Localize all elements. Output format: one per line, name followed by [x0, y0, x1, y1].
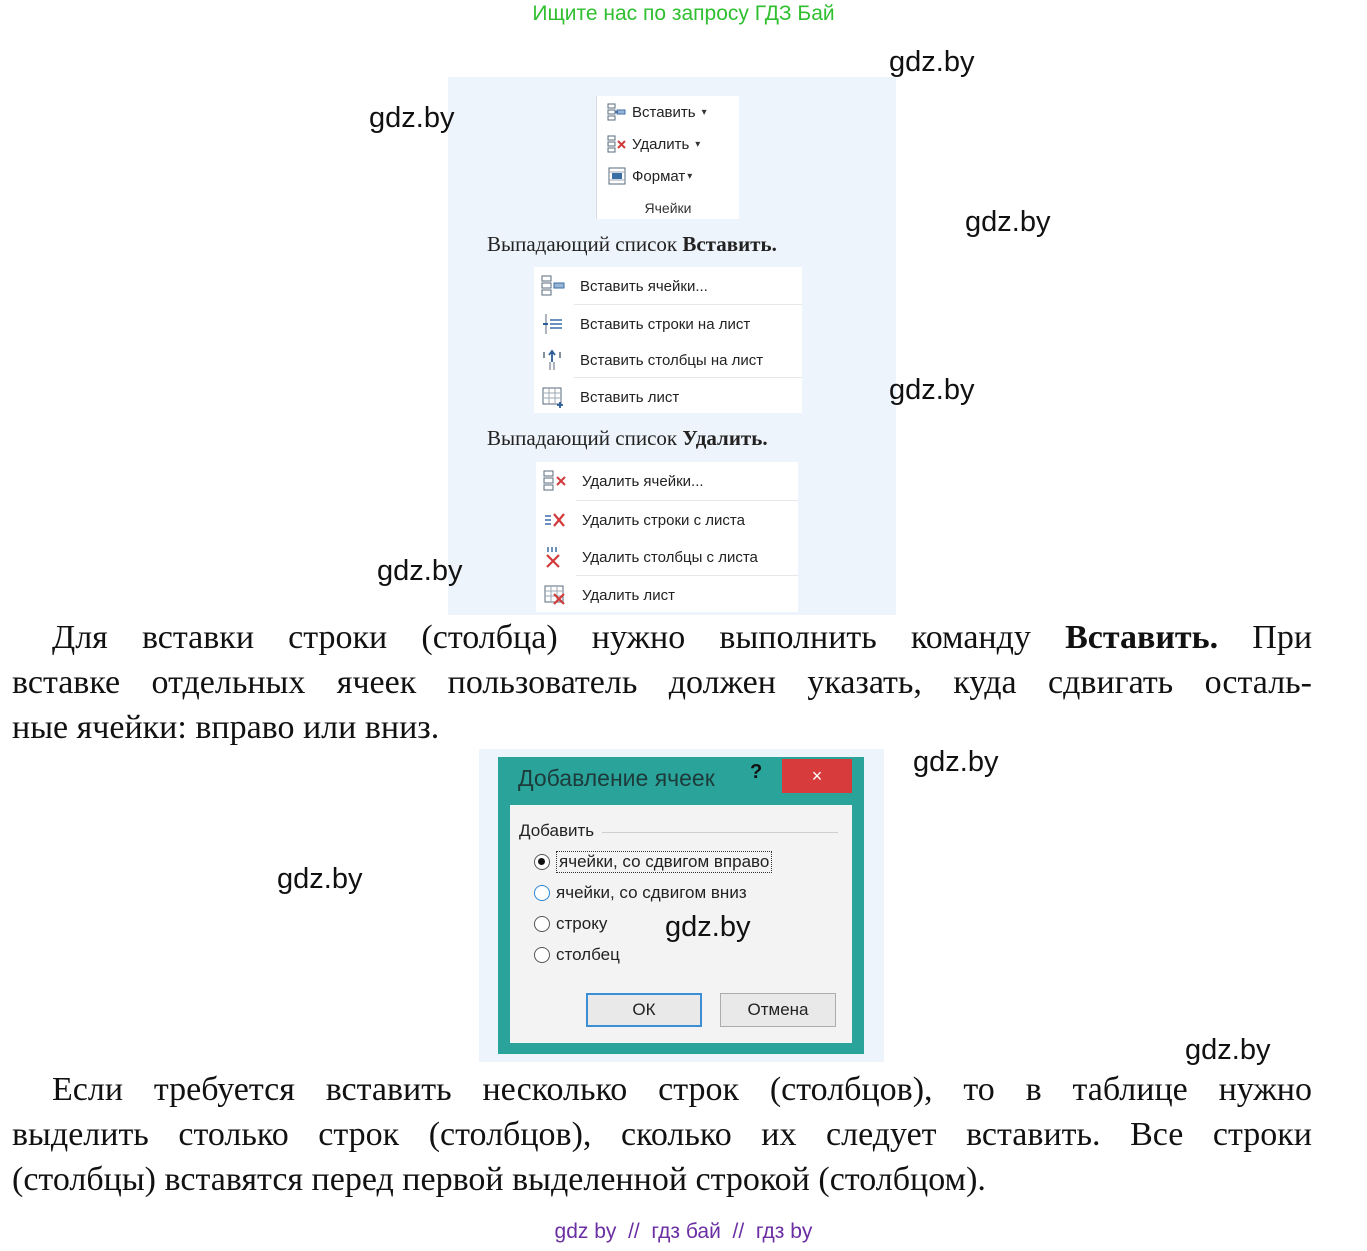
paragraph-line: вставке отдельных ячеек пользователь должен указать, куда сдвигать осталь- [12, 664, 1312, 701]
radio-shift-right[interactable]: ячейки, со сдвигом вправо [534, 849, 772, 875]
help-icon[interactable]: ? [750, 761, 763, 783]
delete-columns-icon [542, 545, 568, 569]
watermark: gdz.by [889, 46, 975, 78]
menu-divider [576, 575, 798, 576]
paragraph-insert-multiple [12, 1067, 1312, 1202]
insert-columns-icon [540, 348, 566, 372]
ok-button[interactable]: ОК [586, 993, 702, 1027]
group-label: Добавить [519, 821, 595, 840]
chevron-down-icon: ▾ [695, 138, 701, 150]
cancel-button[interactable]: Отмена [720, 993, 836, 1027]
watermark: gdz.by [665, 911, 751, 943]
delete-dropdown-menu [536, 462, 798, 612]
delete-cells-icon [542, 469, 568, 493]
menu-divider [576, 500, 798, 501]
ribbon-cells-group [596, 96, 739, 219]
watermark: gdz.by [1185, 1034, 1271, 1066]
ribbon-group-caption: Ячейки [644, 200, 692, 216]
dialog-title: Добавление ячеек [518, 765, 715, 791]
menu-item-delete-columns[interactable]: Удалить столбцы с листа [536, 539, 798, 575]
close-icon[interactable]: × [782, 759, 852, 793]
radio-selected-icon[interactable] [534, 854, 550, 870]
insert-dropdown-caption: Выпадающий список Вставить. [487, 232, 777, 256]
watermark: gdz.by [277, 863, 363, 895]
insert-sheet-icon [540, 385, 566, 409]
paragraph-line: выделить столько строк (столбцов), сколько их следует вставить. Все строки [12, 1116, 1312, 1153]
watermark: gdz.by [369, 102, 455, 134]
radio-icon[interactable] [534, 885, 550, 901]
insert-dropdown-menu [534, 267, 802, 413]
radio-icon[interactable] [534, 947, 550, 963]
insert-cells-icon [607, 102, 627, 122]
insert-cells-icon [540, 274, 566, 298]
format-cells-icon [607, 166, 627, 186]
ribbon-format-label: Формат [632, 167, 686, 185]
radio-icon[interactable] [534, 916, 550, 932]
menu-item-insert-columns[interactable]: Вставить столбцы на лист [534, 342, 802, 378]
group-divider [602, 832, 838, 833]
paragraph-line: Если требуется вставить несколько строк (столбцов), то в таблице нужно [52, 1071, 1312, 1108]
ribbon-delete-label: Удалить [632, 135, 690, 153]
ribbon-insert-button[interactable] [607, 98, 707, 126]
delete-rows-icon [542, 508, 568, 532]
menu-item-delete-cells[interactable]: Удалить ячейки... [536, 463, 798, 499]
insert-rows-icon [540, 312, 566, 336]
radio-column-option[interactable]: столбец [534, 942, 620, 968]
menu-item-delete-sheet[interactable]: Удалить лист [536, 577, 798, 613]
watermark: gdz.by [965, 206, 1051, 238]
paragraph-line: ные ячейки: вправо или вниз. [12, 709, 440, 746]
menu-item-insert-sheet[interactable]: Вставить лист [534, 379, 802, 415]
ribbon-format-button[interactable] [607, 162, 692, 190]
chevron-down-icon: ▾ [687, 170, 693, 182]
paragraph-insert-rows [12, 615, 1312, 750]
delete-cells-icon [607, 134, 627, 154]
menu-divider [574, 304, 802, 305]
footer-links: gdz by // гдз бай // гдз by [554, 1220, 813, 1243]
menu-item-delete-rows[interactable]: Удалить строки с листа [536, 502, 798, 538]
watermark: gdz.by [889, 374, 975, 406]
watermark: gdz.by [377, 555, 463, 587]
menu-item-insert-rows[interactable]: Вставить строки на лист [534, 306, 802, 342]
menu-item-insert-cells[interactable]: Вставить ячейки... [534, 268, 802, 304]
paragraph-line: (столбцы) вставятся перед первой выделенной строкой (столбцом). [12, 1161, 986, 1198]
paragraph-line: Для вставки строки (столбца) нужно выполнить команду Вставить. При [52, 619, 1313, 656]
delete-sheet-icon [542, 583, 568, 607]
insert-cells-dialog [498, 757, 864, 1054]
delete-dropdown-caption: Выпадающий список Удалить. [487, 426, 768, 450]
ribbon-delete-button[interactable] [607, 130, 700, 158]
watermark: gdz.by [913, 746, 999, 778]
radio-row-option[interactable]: строку [534, 911, 607, 937]
radio-shift-down[interactable]: ячейки, со сдвигом вниз [534, 880, 747, 906]
top-banner: Ищите нас по запросу ГДЗ Бай [532, 2, 835, 25]
menu-divider [574, 377, 802, 378]
chevron-down-icon: ▾ [701, 106, 707, 118]
ribbon-insert-label: Вставить [632, 103, 696, 121]
